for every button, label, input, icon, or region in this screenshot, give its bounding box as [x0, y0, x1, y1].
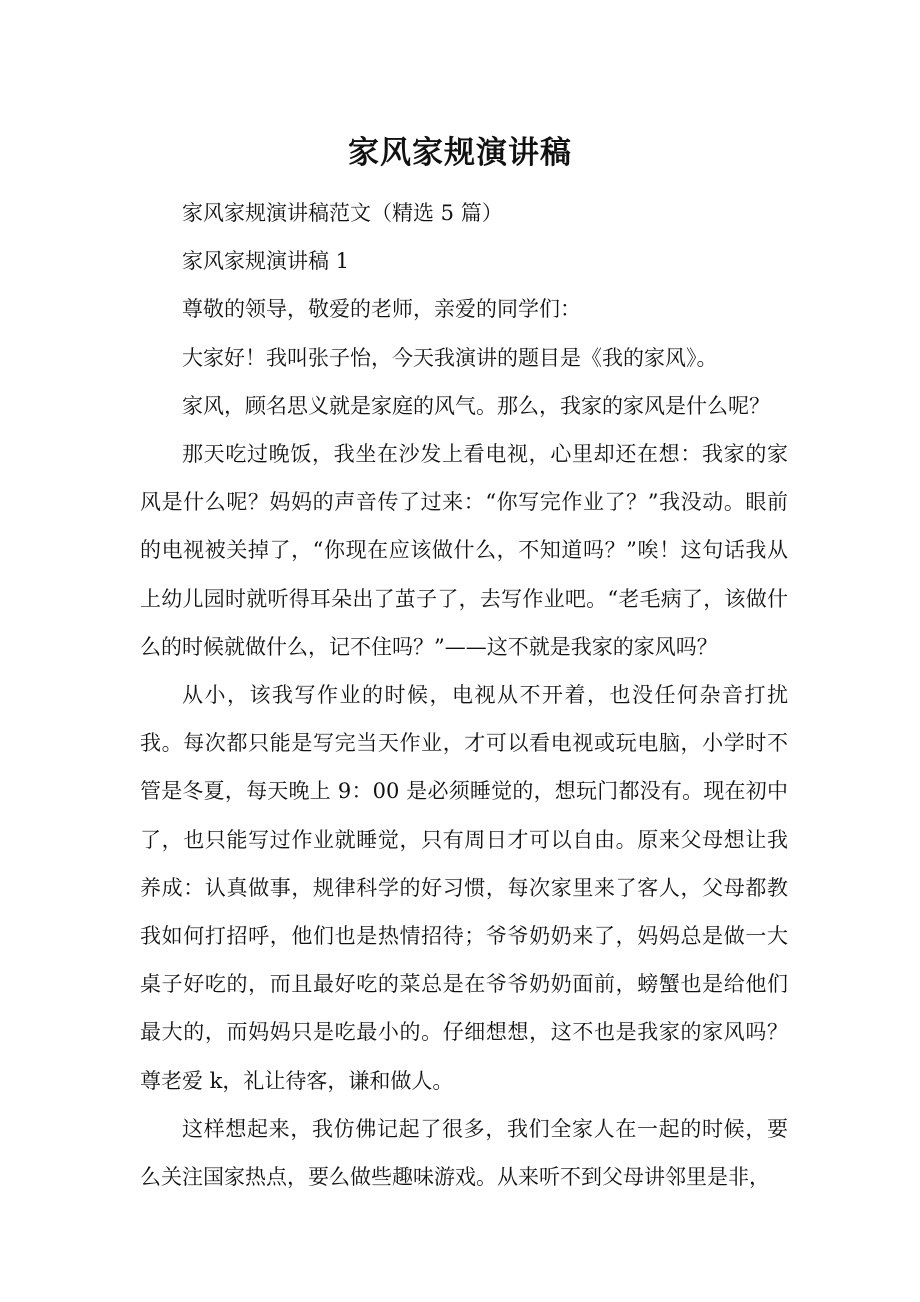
paragraph-body: 家风，顾名思义就是家庭的风气。那么，我家的家风是什么呢？	[182, 393, 770, 418]
paragraph-heading: 家风家规演讲稿 1	[182, 249, 350, 274]
document-title: 家风家规演讲稿	[348, 135, 572, 171]
paragraph-greeting: 大家好！我叫张子怡，今天我演讲的题目是《我的家风》。	[182, 345, 718, 370]
paragraph-body: 从小，该我写作业的时候，电视从不开着，也没任何杂音打扰我。每次都只能是写完当天作业，才可以看电视或玩电脑，小学时不管是冬夏，每天晚上 9：00 是必须睡觉的，想玩门都没有。现在初中了，也只能写过作业就睡觉，只有周日才可以自由。原来父母想让我养成：认真做事，规律科学的好习惯，每次家里来了客人，父母都教我如何打招呼，他们也是热情招待；爷爷奶奶来了，妈妈总是做一大桌子好吃的，而且最好吃的菜总是在爷爷奶奶面前，螃蟹也是给他们最大的，而妈妈只是吃最小的。仔细想想，这不也是我家的家风吗？尊老爱 k，礼让待客，谦和做人。	[140, 683, 788, 1093]
paragraph-body: 那天吃过晚饭，我坐在沙发上看电视，心里却还在想：我家的家风是什么呢？妈妈的声音传了过来：“你写完作业了？”我没动。眼前的电视被关掉了，“你现在应该做什么，不知道吗？”唉！这句话我从上幼儿园时就听得耳朵出了茧子了，去写作业吧。“老毛病了，该做什么的时候就做什么，记不住吗？”——这不就是我家的家风吗？	[140, 442, 788, 659]
paragraph-subtitle: 家风家规演讲稿范文（精选 5 篇）	[182, 201, 503, 225]
paragraph-body: 这样想起来，我仿佛记起了很多，我们全家人在一起的时候，要么关注国家热点，要么做些趣味游戏。从来听不到父母讲邻里是非，	[140, 1116, 788, 1190]
paragraph-salutation: 尊敬的领导，敬爱的老师，亲爱的同学们：	[182, 297, 581, 322]
document-body	[140, 189, 788, 1201]
